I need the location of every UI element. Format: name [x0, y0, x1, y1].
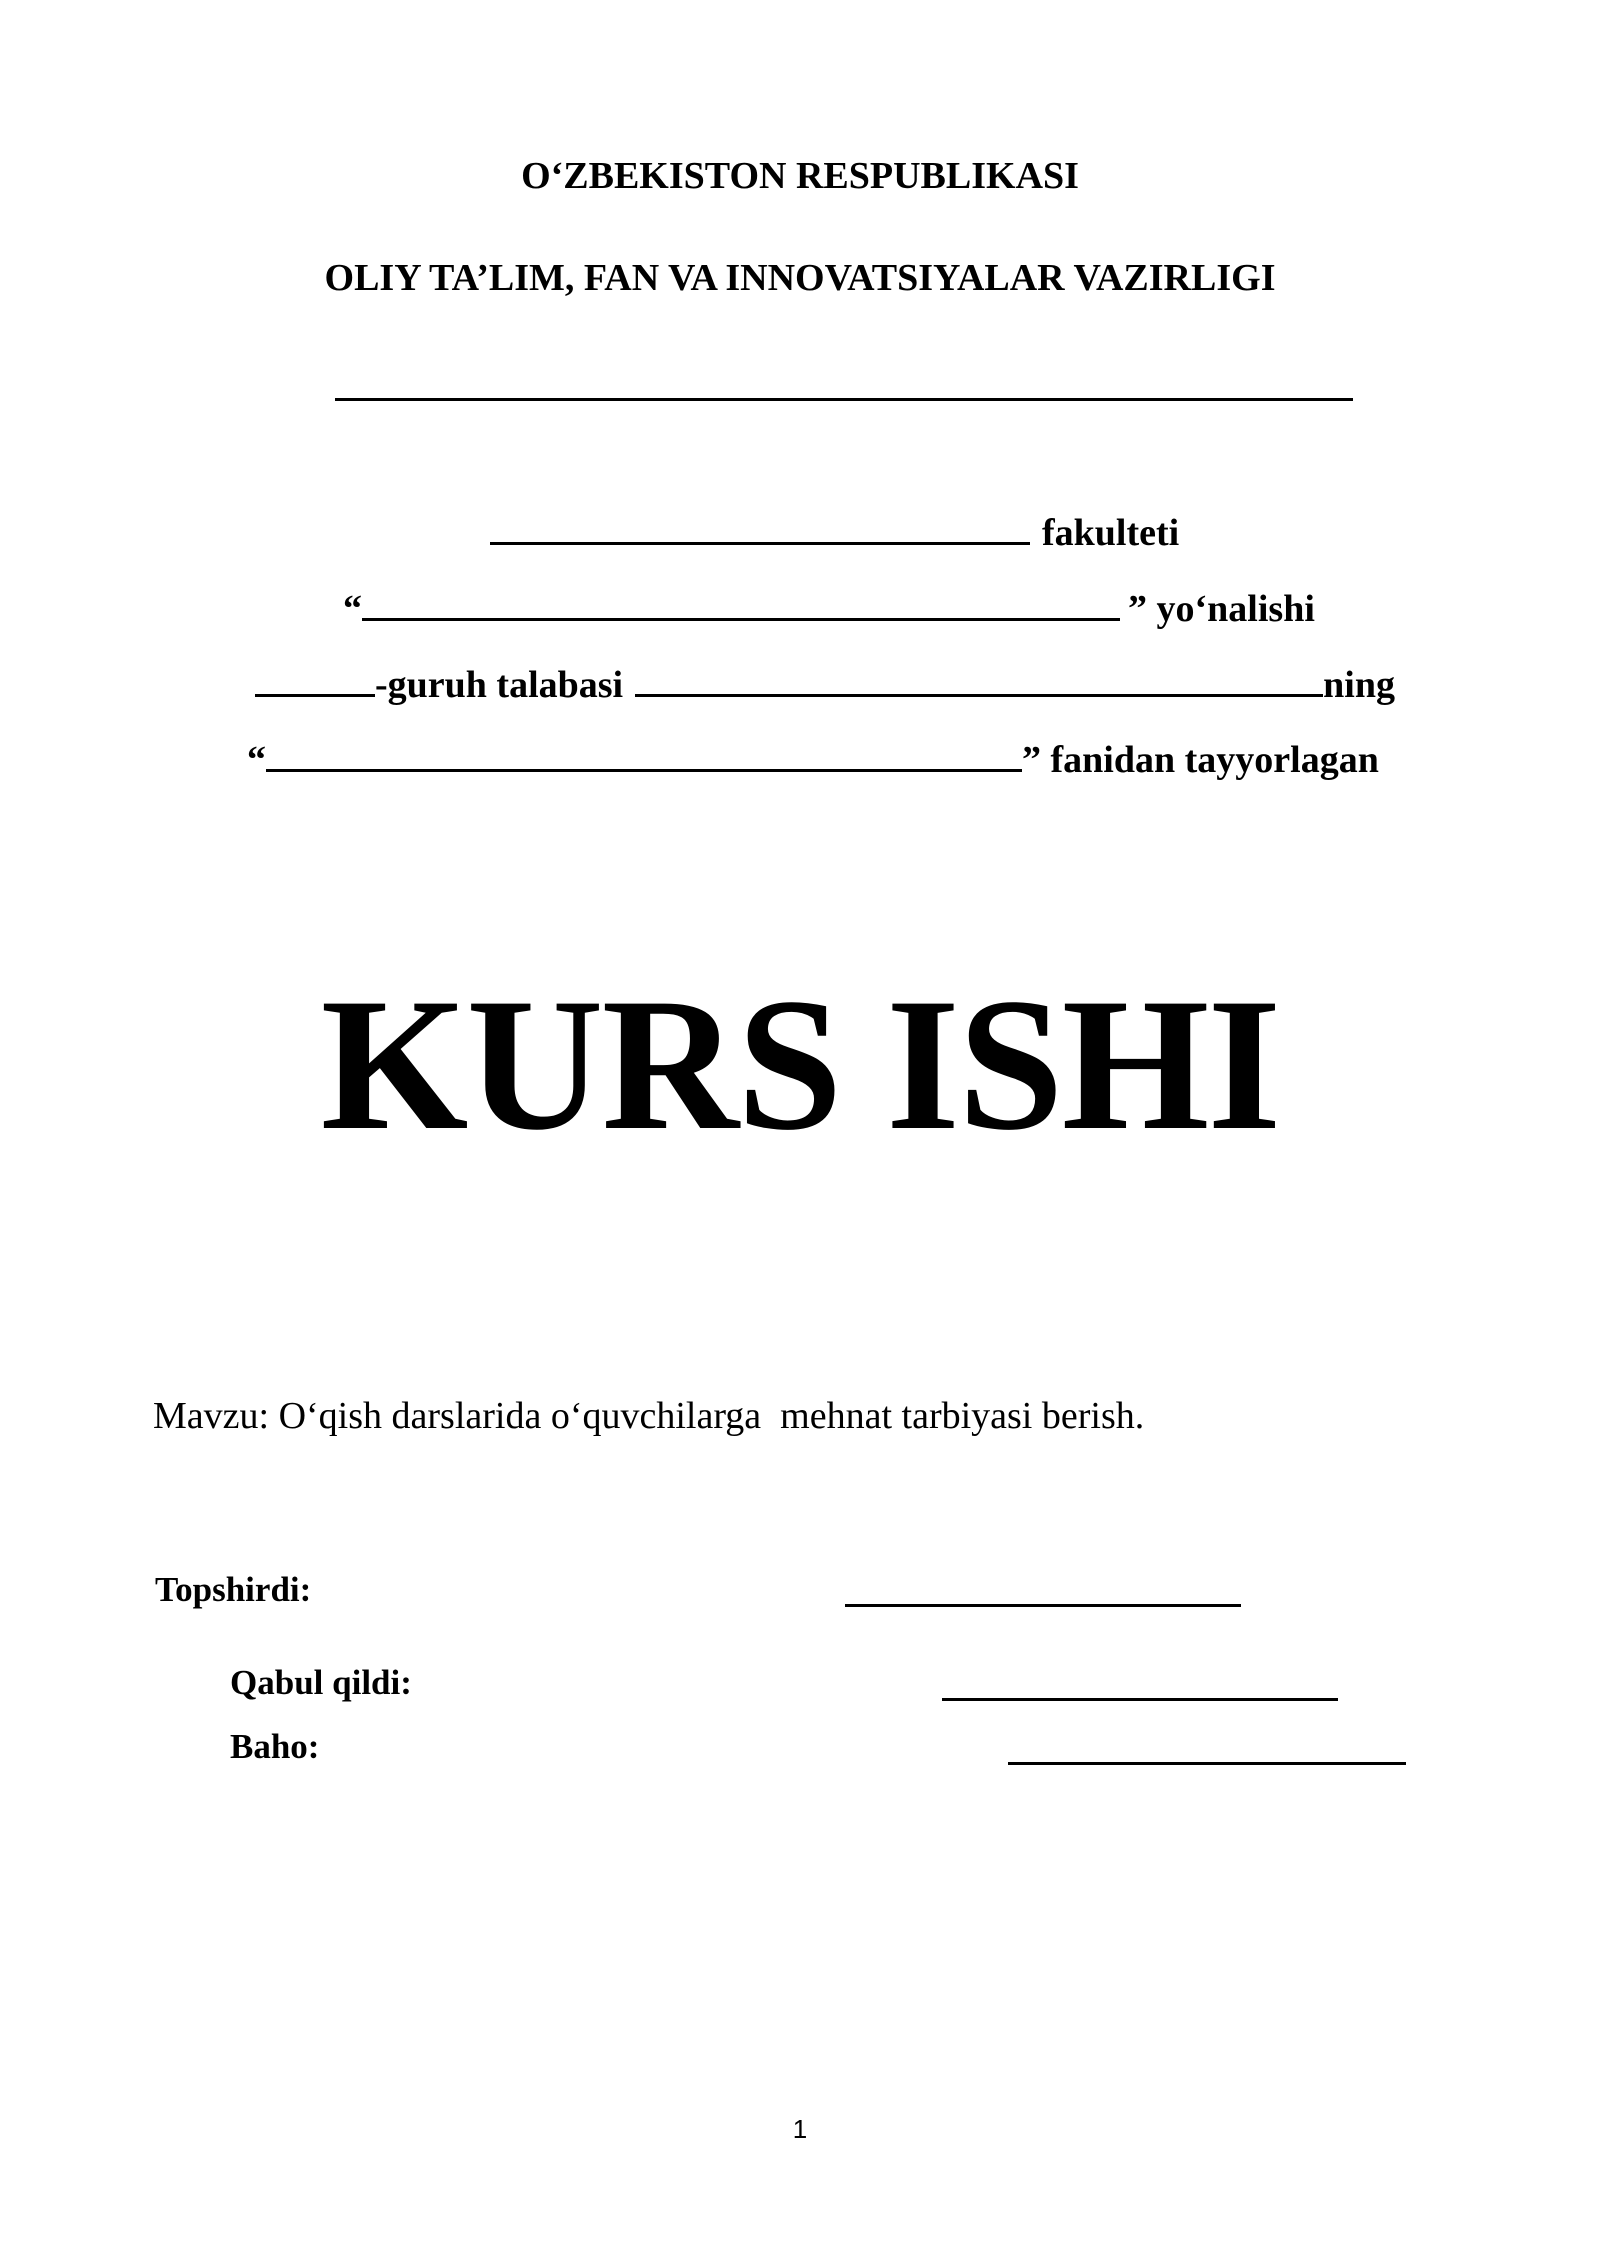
subject-open-quote: “: [247, 739, 266, 781]
direction-blank: [362, 584, 1120, 621]
group-student-line: [255, 660, 1395, 707]
accepted-label: Qabul qildi:: [230, 1663, 412, 1702]
student-suffix: ning: [1323, 664, 1395, 706]
group-suffix: -guruh talabasi: [375, 664, 624, 706]
faculty-line: [490, 508, 1179, 555]
direction-suffix: ” yo‘nalishi: [1128, 588, 1315, 630]
submitted-label: Topshirdi:: [155, 1570, 312, 1609]
subject-suffix: ” fanidan tayyorlagan: [1022, 739, 1379, 781]
page-number: 1: [792, 2114, 808, 2144]
country-heading: O‘ZBEKISTON RESPUBLIKASI: [521, 155, 1079, 197]
subject-blank: [266, 735, 1022, 772]
faculty-blank: [490, 508, 1030, 545]
grade-blank: [1008, 1762, 1406, 1765]
topic-text: Mavzu: O‘qish darslarida o‘quvchilarga mehnat tarbiyasi berish.: [153, 1395, 1145, 1437]
faculty-suffix: fakulteti: [1042, 512, 1180, 554]
university-name-blank: [335, 398, 1353, 401]
document-title: KURS ISHI: [320, 960, 1280, 1170]
grade-label: Baho:: [230, 1727, 320, 1766]
accepted-signature-blank: [942, 1698, 1338, 1701]
direction-open-quote: “: [343, 588, 362, 630]
group-number-blank: [255, 660, 375, 697]
ministry-heading: OLIY TA’LIM, FAN VA INNOVATSIYALAR VAZIRLIGI: [324, 257, 1276, 299]
student-name-blank: [635, 660, 1323, 697]
subject-line: [247, 735, 1379, 782]
direction-line: [343, 584, 1315, 631]
submitted-signature-blank: [845, 1604, 1241, 1607]
